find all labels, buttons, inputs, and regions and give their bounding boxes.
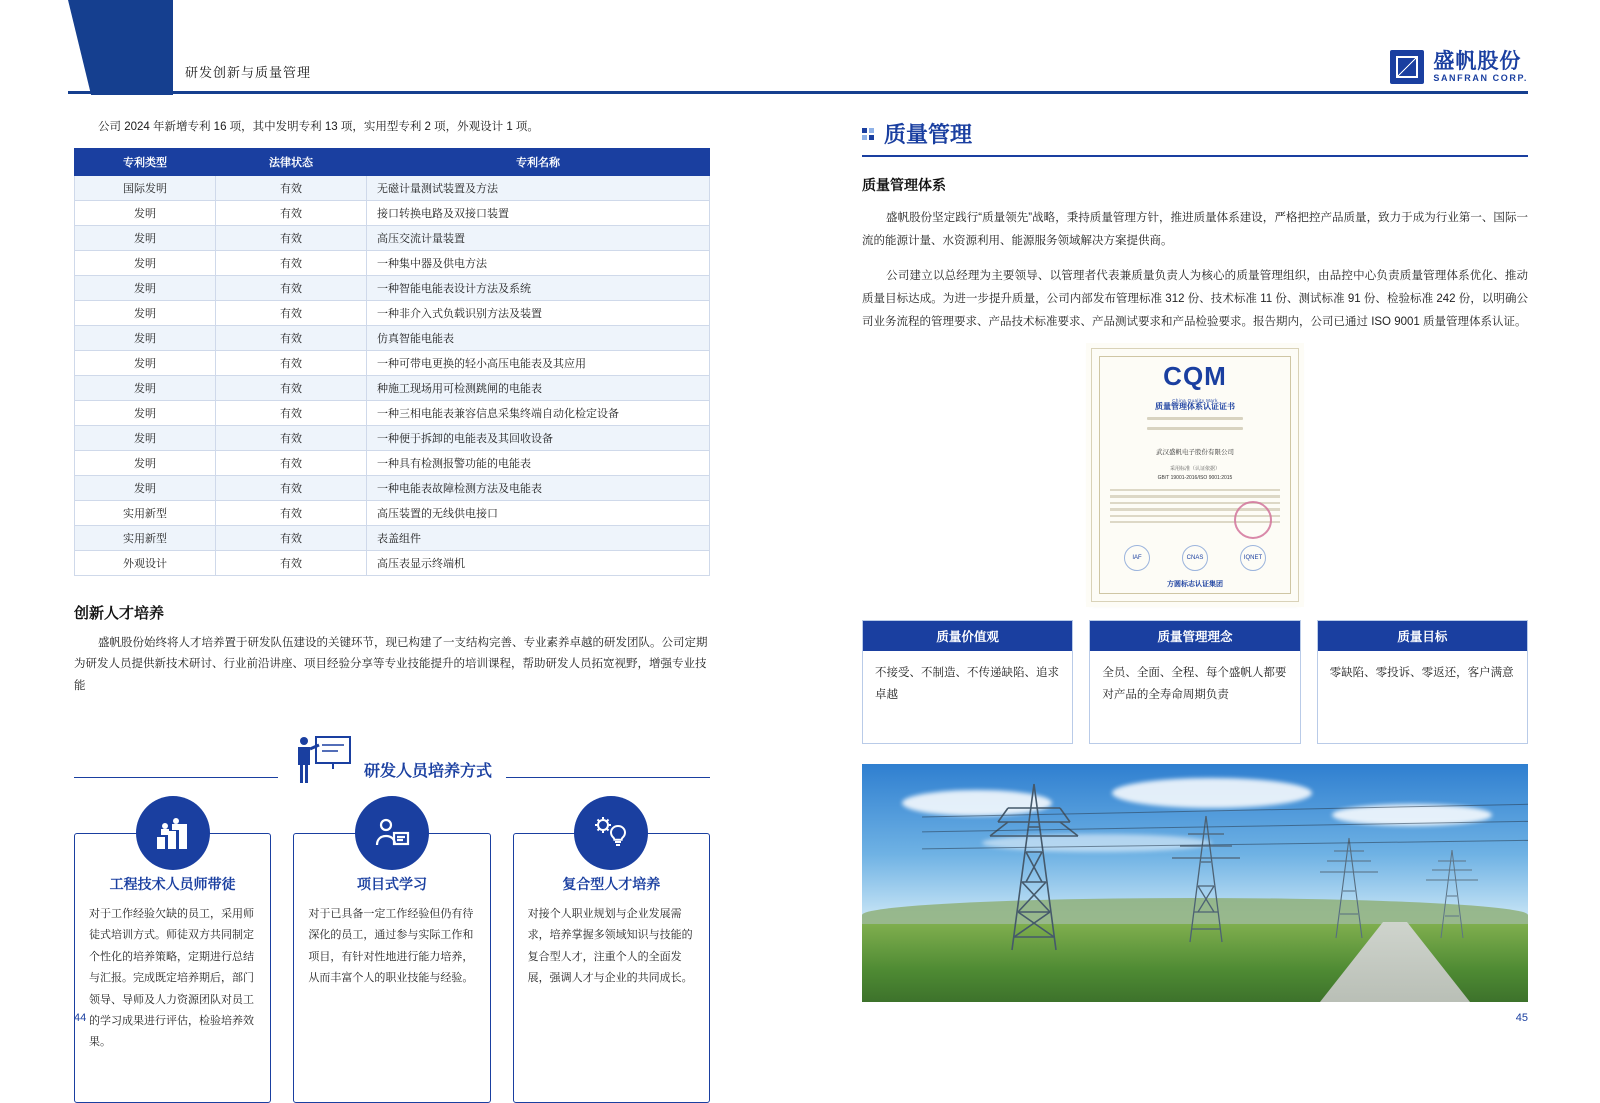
cell-patent-type: 发明 bbox=[75, 301, 216, 326]
certificate-standard-label: 采用标准（认证依据） bbox=[1169, 466, 1220, 472]
cell-legal-status: 有效 bbox=[216, 401, 367, 426]
table-header-row bbox=[75, 149, 710, 176]
cell-legal-status: 有效 bbox=[216, 226, 367, 251]
logo-text-cn: 盛帆股份 bbox=[1433, 49, 1522, 73]
cell-legal-status: 有效 bbox=[216, 251, 367, 276]
cell-patent-type: 发明 bbox=[75, 276, 216, 301]
table-row bbox=[75, 201, 710, 226]
cell-patent-type: 发明 bbox=[75, 251, 216, 276]
table-row bbox=[75, 426, 710, 451]
cqm-mark-sub: China Quality Mark bbox=[1172, 398, 1218, 403]
quality-certificate-image bbox=[1091, 348, 1299, 602]
table-row bbox=[75, 526, 710, 551]
quality-card-head: 质量管理理念 bbox=[1090, 621, 1299, 651]
header-section-title: 研发创新与质量管理 bbox=[185, 65, 312, 80]
talent-paragraph: 盛帆股份始终将人才培养置于研发队伍建设的关键环节，现已构建了一支结构完善、专业素养卓越的研发团队。公司定期为研发人员提供新技术研讨、行业前沿讲座、项目经验分享等专业技能提升的培训课程，帮助研发人员拓宽视野，增强专业技能 bbox=[74, 637, 708, 692]
training-card bbox=[513, 833, 710, 1103]
cell-patent-name: 表盖组件 bbox=[367, 526, 710, 551]
cell-legal-status: 有效 bbox=[216, 526, 367, 551]
tower-fourth-icon bbox=[1422, 848, 1482, 940]
quality-paragraph-1 bbox=[862, 207, 1528, 253]
team-growth-icon bbox=[136, 796, 210, 870]
certificate-wrap bbox=[862, 348, 1528, 602]
cell-patent-name: 仿真智能电能表 bbox=[367, 326, 710, 351]
quality-sub-heading: 质量管理体系 bbox=[862, 177, 946, 193]
cell-patent-name: 一种智能电能表设计方法及系统 bbox=[367, 276, 710, 301]
cqm-mark: CQM bbox=[1163, 361, 1227, 391]
cell-patent-name: 高压交流计量装置 bbox=[367, 226, 710, 251]
cell-legal-status: 有效 bbox=[216, 201, 367, 226]
certificate-standard: GB/T 19001-2016/ISO 9001:2015 bbox=[1157, 475, 1233, 481]
quality-card-head: 质量价值观 bbox=[863, 621, 1072, 651]
talent-heading: 创新人才培养 bbox=[74, 605, 165, 622]
quality-card-body: 全员、全面、全程、每个盛帆人都要对产品的全寿命周期负责 bbox=[1102, 667, 1287, 701]
certificate-body-lines bbox=[1110, 417, 1280, 437]
certificate-footer: 方圆标志认证集团 bbox=[1167, 581, 1223, 588]
training-card-body: 对于已具备一定工作经验但仍有待深化的员工，通过参与实际工作和项目，有针对性地进行能力培养，从而丰富个人的职业技能与经验。 bbox=[308, 907, 474, 985]
quality-paragraph-2 bbox=[862, 265, 1528, 334]
quality-card-body: 不接受、不制造、不传递缺陷、追求卓越 bbox=[875, 667, 1059, 701]
cell-patent-type: 发明 bbox=[75, 476, 216, 501]
training-card-title: 工程技术人员师带徒 bbox=[109, 875, 236, 892]
table-row bbox=[75, 376, 710, 401]
cell-legal-status: 有效 bbox=[216, 326, 367, 351]
lightbulb-gear-icon bbox=[33, 22, 79, 68]
quality-card bbox=[862, 620, 1073, 744]
cell-legal-status: 有效 bbox=[216, 501, 367, 526]
quality-heading-rule bbox=[862, 155, 1528, 157]
table-row bbox=[75, 276, 710, 301]
table-row bbox=[75, 551, 710, 576]
training-card bbox=[293, 833, 490, 1103]
right-page-content bbox=[862, 118, 1528, 1002]
training-card-title: 复合型人才培养 bbox=[562, 875, 661, 892]
logo-mark-icon bbox=[1390, 50, 1424, 84]
iaf-logo-icon: IAF bbox=[1124, 545, 1150, 571]
table-row bbox=[75, 251, 710, 276]
cell-patent-name: 一种具有检测报警功能的电能表 bbox=[367, 451, 710, 476]
cell-patent-type: 发明 bbox=[75, 426, 216, 451]
cell-patent-type: 发明 bbox=[75, 326, 216, 351]
table-row bbox=[75, 326, 710, 351]
company-logo bbox=[1390, 50, 1528, 84]
cell-patent-type: 发明 bbox=[75, 451, 216, 476]
cnas-logo-icon: CNAS bbox=[1182, 545, 1208, 571]
certification-seal-icon bbox=[1234, 501, 1272, 539]
cell-legal-status: 有效 bbox=[216, 351, 367, 376]
page-number-left: 44 bbox=[74, 1012, 87, 1024]
quality-card-body: 零缺陷、零投诉、零返还，客户满意 bbox=[1329, 667, 1514, 679]
cell-patent-name: 一种非介入式负载识别方法及装置 bbox=[367, 301, 710, 326]
cell-patent-name: 一种可带电更换的轻小高压电能表及其应用 bbox=[367, 351, 710, 376]
training-card bbox=[74, 833, 271, 1103]
cell-legal-status: 有效 bbox=[216, 301, 367, 326]
cell-patent-name: 一种便于拆卸的电能表及其回收设备 bbox=[367, 426, 710, 451]
patent-lead-paragraph: 公司 2024 年新增专利 16 项，其中发明专利 13 项，实用型专利 2 项，外观设计 1 项。 bbox=[98, 121, 539, 133]
cell-patent-type: 实用新型 bbox=[75, 526, 216, 551]
table-row bbox=[75, 401, 710, 426]
certificate-title: 质量管理体系认证证书 bbox=[1155, 402, 1235, 411]
col-header-status: 法律状态 bbox=[216, 149, 367, 176]
cell-patent-name: 高压表显示终端机 bbox=[367, 551, 710, 576]
quality-paragraph-2-text: 公司建立以总经理为主要领导、以管理者代表兼质量负责人为核心的质量管理组织，由品控中心负责质量管理体系优化、推动质量目标达成。为进一步提升质量，公司内部发布管理标准 312 份、技术标准 11 份、测试标准 91 份、检验标准 242 份，以明确公司业务流程的管理要求、产品技术标准要求、产品测试要求和产品检验要求。报告期内，公司已通过 ISO 9001 质量管理体系认证。 bbox=[862, 270, 1528, 328]
training-card-body: 对接个人职业规划与企业发展需求，培养掌握多领域知识与技能的复合型人才，注重个人的全面发展，强调人才与企业的共同成长。 bbox=[527, 907, 693, 985]
cell-patent-type: 外观设计 bbox=[75, 551, 216, 576]
col-header-name: 专利名称 bbox=[367, 149, 710, 176]
table-row bbox=[75, 501, 710, 526]
cell-legal-status: 有效 bbox=[216, 426, 367, 451]
cell-patent-type: 发明 bbox=[75, 351, 216, 376]
cell-patent-type: 发明 bbox=[75, 201, 216, 226]
tower-main-icon bbox=[974, 782, 1094, 952]
quality-card bbox=[1317, 620, 1528, 744]
cell-legal-status: 有效 bbox=[216, 476, 367, 501]
cell-patent-name: 种施工现场用可检测跳闸的电能表 bbox=[367, 376, 710, 401]
cell-legal-status: 有效 bbox=[216, 451, 367, 476]
table-row bbox=[75, 226, 710, 251]
training-card-title: 项目式学习 bbox=[356, 875, 427, 892]
quality-heading: 质量管理 bbox=[884, 122, 973, 147]
cell-patent-name: 一种集中器及供电方法 bbox=[367, 251, 710, 276]
cell-legal-status: 有效 bbox=[216, 551, 367, 576]
iqnet-logo-icon: IQNET bbox=[1240, 545, 1266, 571]
quality-card-head: 质量目标 bbox=[1318, 621, 1527, 651]
table-row bbox=[75, 476, 710, 501]
gear-bulb-icon bbox=[574, 796, 648, 870]
header-rule bbox=[68, 91, 1528, 94]
cell-patent-name: 一种三相电能表兼容信息采集终端自动化检定设备 bbox=[367, 401, 710, 426]
cell-patent-name: 一种电能表故障检测方法及电能表 bbox=[367, 476, 710, 501]
cell-patent-name: 高压装置的无线供电接口 bbox=[367, 501, 710, 526]
quality-paragraph-1-text: 盛帆股份坚定践行“质量领先”战略，秉持质量管理方针，推进质量体系建设，严格把控产品质量，致力于成为行业第一、国际一流的能源计量、水资源利用、能源服务领域解决方案提供商。 bbox=[862, 212, 1528, 247]
quality-card-list bbox=[862, 620, 1528, 744]
cell-patent-name: 接口转换电路及双接口装置 bbox=[367, 201, 710, 226]
section-dots-icon bbox=[862, 128, 874, 140]
page-number-right: 45 bbox=[1515, 1012, 1528, 1024]
left-page-content bbox=[74, 118, 710, 1103]
presenter-board-icon bbox=[292, 733, 354, 785]
quality-card bbox=[1089, 620, 1300, 744]
table-row bbox=[75, 301, 710, 326]
tower-third-icon bbox=[1314, 836, 1384, 940]
cell-patent-type: 国际发明 bbox=[75, 176, 216, 201]
banner-title: 研发人员培养方式 bbox=[363, 762, 493, 780]
cell-legal-status: 有效 bbox=[216, 276, 367, 301]
col-header-type: 专利类型 bbox=[75, 149, 216, 176]
patent-table bbox=[74, 148, 710, 576]
logo-text-en: SANFRAN CORP. bbox=[1433, 73, 1528, 84]
cell-patent-name: 无磁计量测试装置及方法 bbox=[367, 176, 710, 201]
table-row bbox=[75, 351, 710, 376]
table-row bbox=[75, 451, 710, 476]
training-card-body: 对于工作经验欠缺的员工，采用师徒式培训方式。师徒双方共同制定个性化的培养策略，定期进行总结与汇报。完成既定培养期后，部门领导、导师及人力资源团队对员工的学习成果进行评估，检验培养效果。 bbox=[89, 907, 254, 1049]
cell-legal-status: 有效 bbox=[216, 376, 367, 401]
cell-patent-type: 发明 bbox=[75, 226, 216, 251]
table-row bbox=[75, 176, 710, 201]
accreditation-logos bbox=[1092, 545, 1298, 571]
header-tab-icon-wrap bbox=[0, 0, 105, 95]
cell-patent-type: 实用新型 bbox=[75, 501, 216, 526]
project-learning-icon bbox=[355, 796, 429, 870]
cell-legal-status: 有效 bbox=[216, 176, 367, 201]
cell-patent-type: 发明 bbox=[75, 376, 216, 401]
certificate-company: 武汉盛帆电子股份有限公司 bbox=[1156, 449, 1234, 456]
training-card-list bbox=[74, 833, 710, 1103]
transmission-towers-photo bbox=[862, 764, 1528, 1002]
quality-section-title bbox=[862, 118, 1528, 149]
cell-patent-type: 发明 bbox=[75, 401, 216, 426]
training-banner bbox=[74, 731, 710, 793]
tower-second-icon bbox=[1162, 814, 1250, 944]
